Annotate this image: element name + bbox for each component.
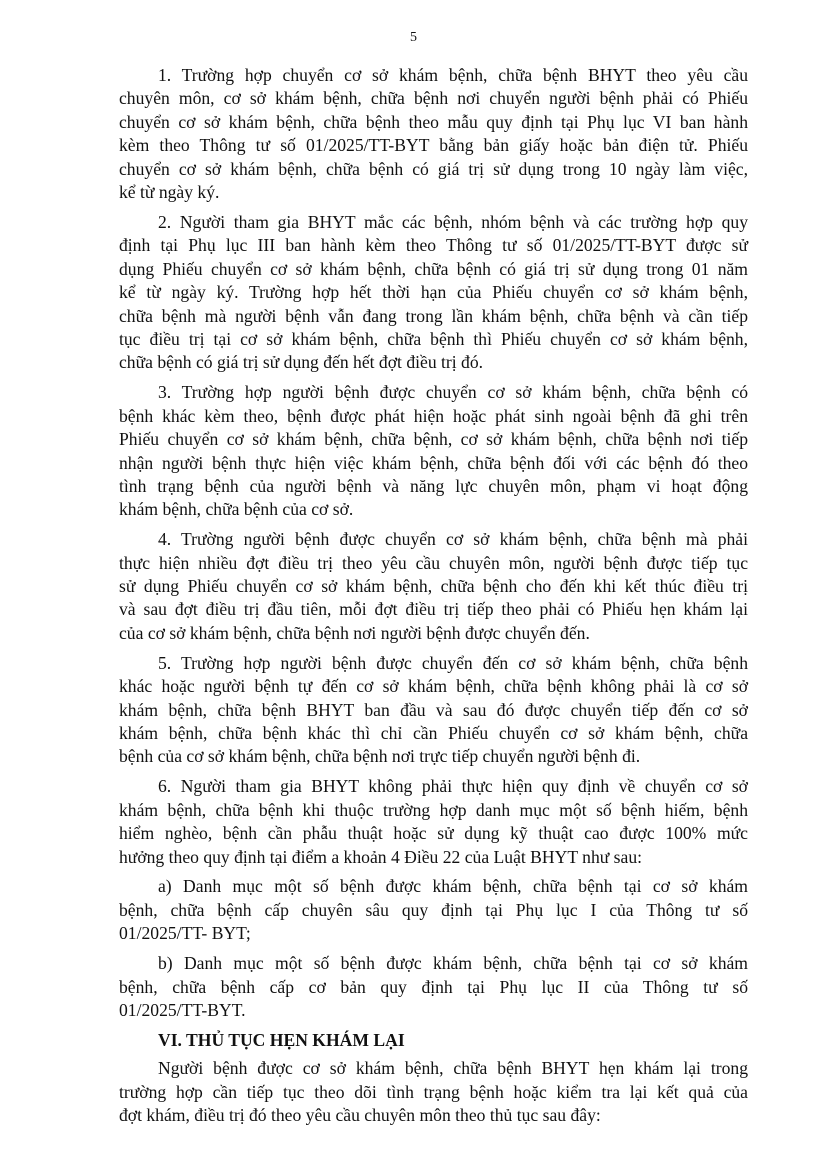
- text-line: của cơ sở khám bệnh, chữa bệnh nơi người bệnh được chuyển đến.: [119, 622, 590, 643]
- text-line: bệnh, chữa bệnh cấp chuyên sâu quy định tại Phụ lục I của Thông tư số: [119, 899, 748, 920]
- text-line: kể từ ngày ký. Trường hợp hết thời hạn của Phiếu chuyển cơ sở khám bệnh,: [119, 282, 748, 303]
- text-line: 4. Trường người bệnh được chuyển cơ sở khám bệnh, chữa bệnh mà phải: [158, 529, 748, 550]
- text-line: 2. Người tham gia BHYT mắc các bệnh, nhóm bệnh và các trường hợp quy: [158, 211, 748, 232]
- text-line: bệnh của cơ sở khám bệnh, chữa bệnh nơi trực tiếp chuyển người bệnh đi.: [119, 746, 641, 767]
- text-line: sử dụng Phiếu chuyển cơ sở khám bệnh, chữa bệnh cho đến khi kết thúc điều trị: [119, 576, 748, 597]
- paragraph-1: [119, 64, 748, 204]
- paragraph-6: [119, 775, 748, 869]
- text-line: b) Danh mục một số bệnh được khám bệnh, chữa bệnh tại cơ sở khám: [158, 953, 748, 974]
- text-line: chữa bệnh mà người bệnh vẫn đang trong lần khám bệnh, chữa bệnh và cần tiếp: [119, 305, 748, 326]
- text-line: đợt khám, điều trị đó theo yêu cầu chuyên môn theo thủ tục sau đây:: [119, 1105, 601, 1126]
- text-line: a) Danh mục một số bệnh được khám bệnh, chữa bệnh tại cơ sở khám: [158, 876, 748, 897]
- text-line: 5. Trường hợp người bệnh được chuyển đến cơ sở khám bệnh, chữa bệnh: [158, 652, 748, 673]
- text-line: tình trạng bệnh của người bệnh và năng lực chuyên môn, phạm vi hoạt động: [119, 475, 748, 496]
- text-line: 3. Trường hợp người bệnh được chuyển cơ sở khám bệnh, chữa bệnh có: [158, 382, 748, 403]
- text-line: định tại Phụ lục III ban hành kèm theo Thông tư số 01/2025/TT-BYT được sử: [119, 235, 748, 256]
- section-paragraph: [119, 1057, 748, 1127]
- text-line: khám bệnh, chữa bệnh khi thuộc trường hợp danh mục một số bệnh hiếm, bệnh: [119, 799, 748, 820]
- paragraph-2: [119, 211, 748, 375]
- text-line: thực hiện nhiều đợt điều trị theo yêu cầu chuyên môn, người bệnh được tiếp tục: [119, 552, 748, 573]
- text-line: khám bệnh, chữa bệnh của cơ sở.: [119, 499, 354, 520]
- text-line: 1. Trường hợp chuyển cơ sở khám bệnh, chữa bệnh BHYT theo yêu cầu: [158, 65, 748, 85]
- text-line: dụng Phiếu chuyển cơ sở khám bệnh, chữa bệnh có giá trị sử dụng trong 01 năm: [119, 258, 748, 279]
- text-line: và sau đợt điều trị đầu tiên, mỗi đợt điều trị tiếp theo phải có Phiếu hẹn khám lại: [119, 599, 748, 620]
- paragraph-6a: [119, 875, 748, 945]
- text-line: bệnh khác kèm theo, bệnh được phát hiện hoặc phát sinh ngoài bệnh đã ghi trên: [119, 405, 748, 426]
- text-line: 01/2025/TT-BYT.: [119, 999, 246, 1020]
- text-line: Người bệnh được cơ sở khám bệnh, chữa bệnh BHYT hẹn khám lại trong: [158, 1058, 748, 1079]
- page-number: 5: [410, 30, 417, 45]
- text-line: chuyên môn, cơ sở khám bệnh, chữa bệnh nơi chuyển người bệnh phải có Phiếu: [119, 88, 748, 109]
- text-line: khám bệnh, chữa bệnh khác thì chỉ cần Phiếu chuyển cơ sở khám bệnh, chữa: [119, 722, 748, 743]
- text-line: 6. Người tham gia BHYT không phải thực hiện quy định về chuyển cơ sở: [158, 776, 748, 797]
- text-line: khám bệnh, chữa bệnh BHYT ban đầu và sau đó được chuyển tiếp đến cơ sở: [119, 699, 748, 720]
- section-heading: VI. THỦ TỤC HẸN KHÁM LẠI: [158, 1029, 405, 1050]
- text-line: Phiếu chuyển cơ sở khám bệnh, chữa bệnh, cơ sở khám bệnh, chữa bệnh nơi tiếp: [119, 429, 748, 450]
- paragraph-3: [119, 381, 748, 521]
- text-line: chuyển cơ sở khám bệnh, chữa bệnh theo mẫu quy định tại Phụ lục VI ban hành: [119, 111, 748, 132]
- text-line: kèm theo Thông tư số 01/2025/TT-BYT bằng bản giấy hoặc bản điện tử. Phiếu: [119, 135, 748, 156]
- text-line: hiểm nghèo, bệnh cần phẫu thuật hoặc sử dụng kỹ thuật cao được 100% mức: [119, 823, 748, 844]
- text-line: 01/2025/TT- BYT;: [119, 923, 251, 944]
- paragraph-5: [119, 652, 748, 769]
- document-body: [119, 64, 748, 1134]
- text-line: kể từ ngày ký.: [119, 182, 220, 203]
- text-line: chữa bệnh có giá trị sử dụng đến hết đợt điều trị đó.: [119, 352, 484, 373]
- text-line: hưởng theo quy định tại điểm a khoản 4 Điều 22 của Luật BHYT như sau:: [119, 846, 643, 867]
- text-line: trường hợp cần tiếp tục theo dõi tình trạng bệnh hoặc kiểm tra lại kết quả của: [119, 1081, 748, 1102]
- paragraph-4: [119, 528, 748, 645]
- paragraph-6b: [119, 952, 748, 1022]
- text-line: khác hoặc người bệnh tự đến cơ sở khám bệnh, chữa bệnh không phải là cơ sở: [119, 676, 748, 697]
- text-line: bệnh, chữa bệnh cấp cơ bản quy định tại Phụ lục II của Thông tư số: [119, 976, 748, 997]
- text-line: nhận người bệnh thực hiện việc khám bệnh, chữa bệnh đối với các bệnh đó theo: [119, 452, 748, 473]
- text-line: tục điều trị tại cơ sở khám bệnh, chữa bệnh thì Phiếu chuyển cơ sở khám bệnh,: [119, 328, 748, 349]
- text-line: chuyển cơ sở khám bệnh, chữa bệnh có giá trị sử dụng trong 10 ngày làm việc,: [119, 158, 748, 179]
